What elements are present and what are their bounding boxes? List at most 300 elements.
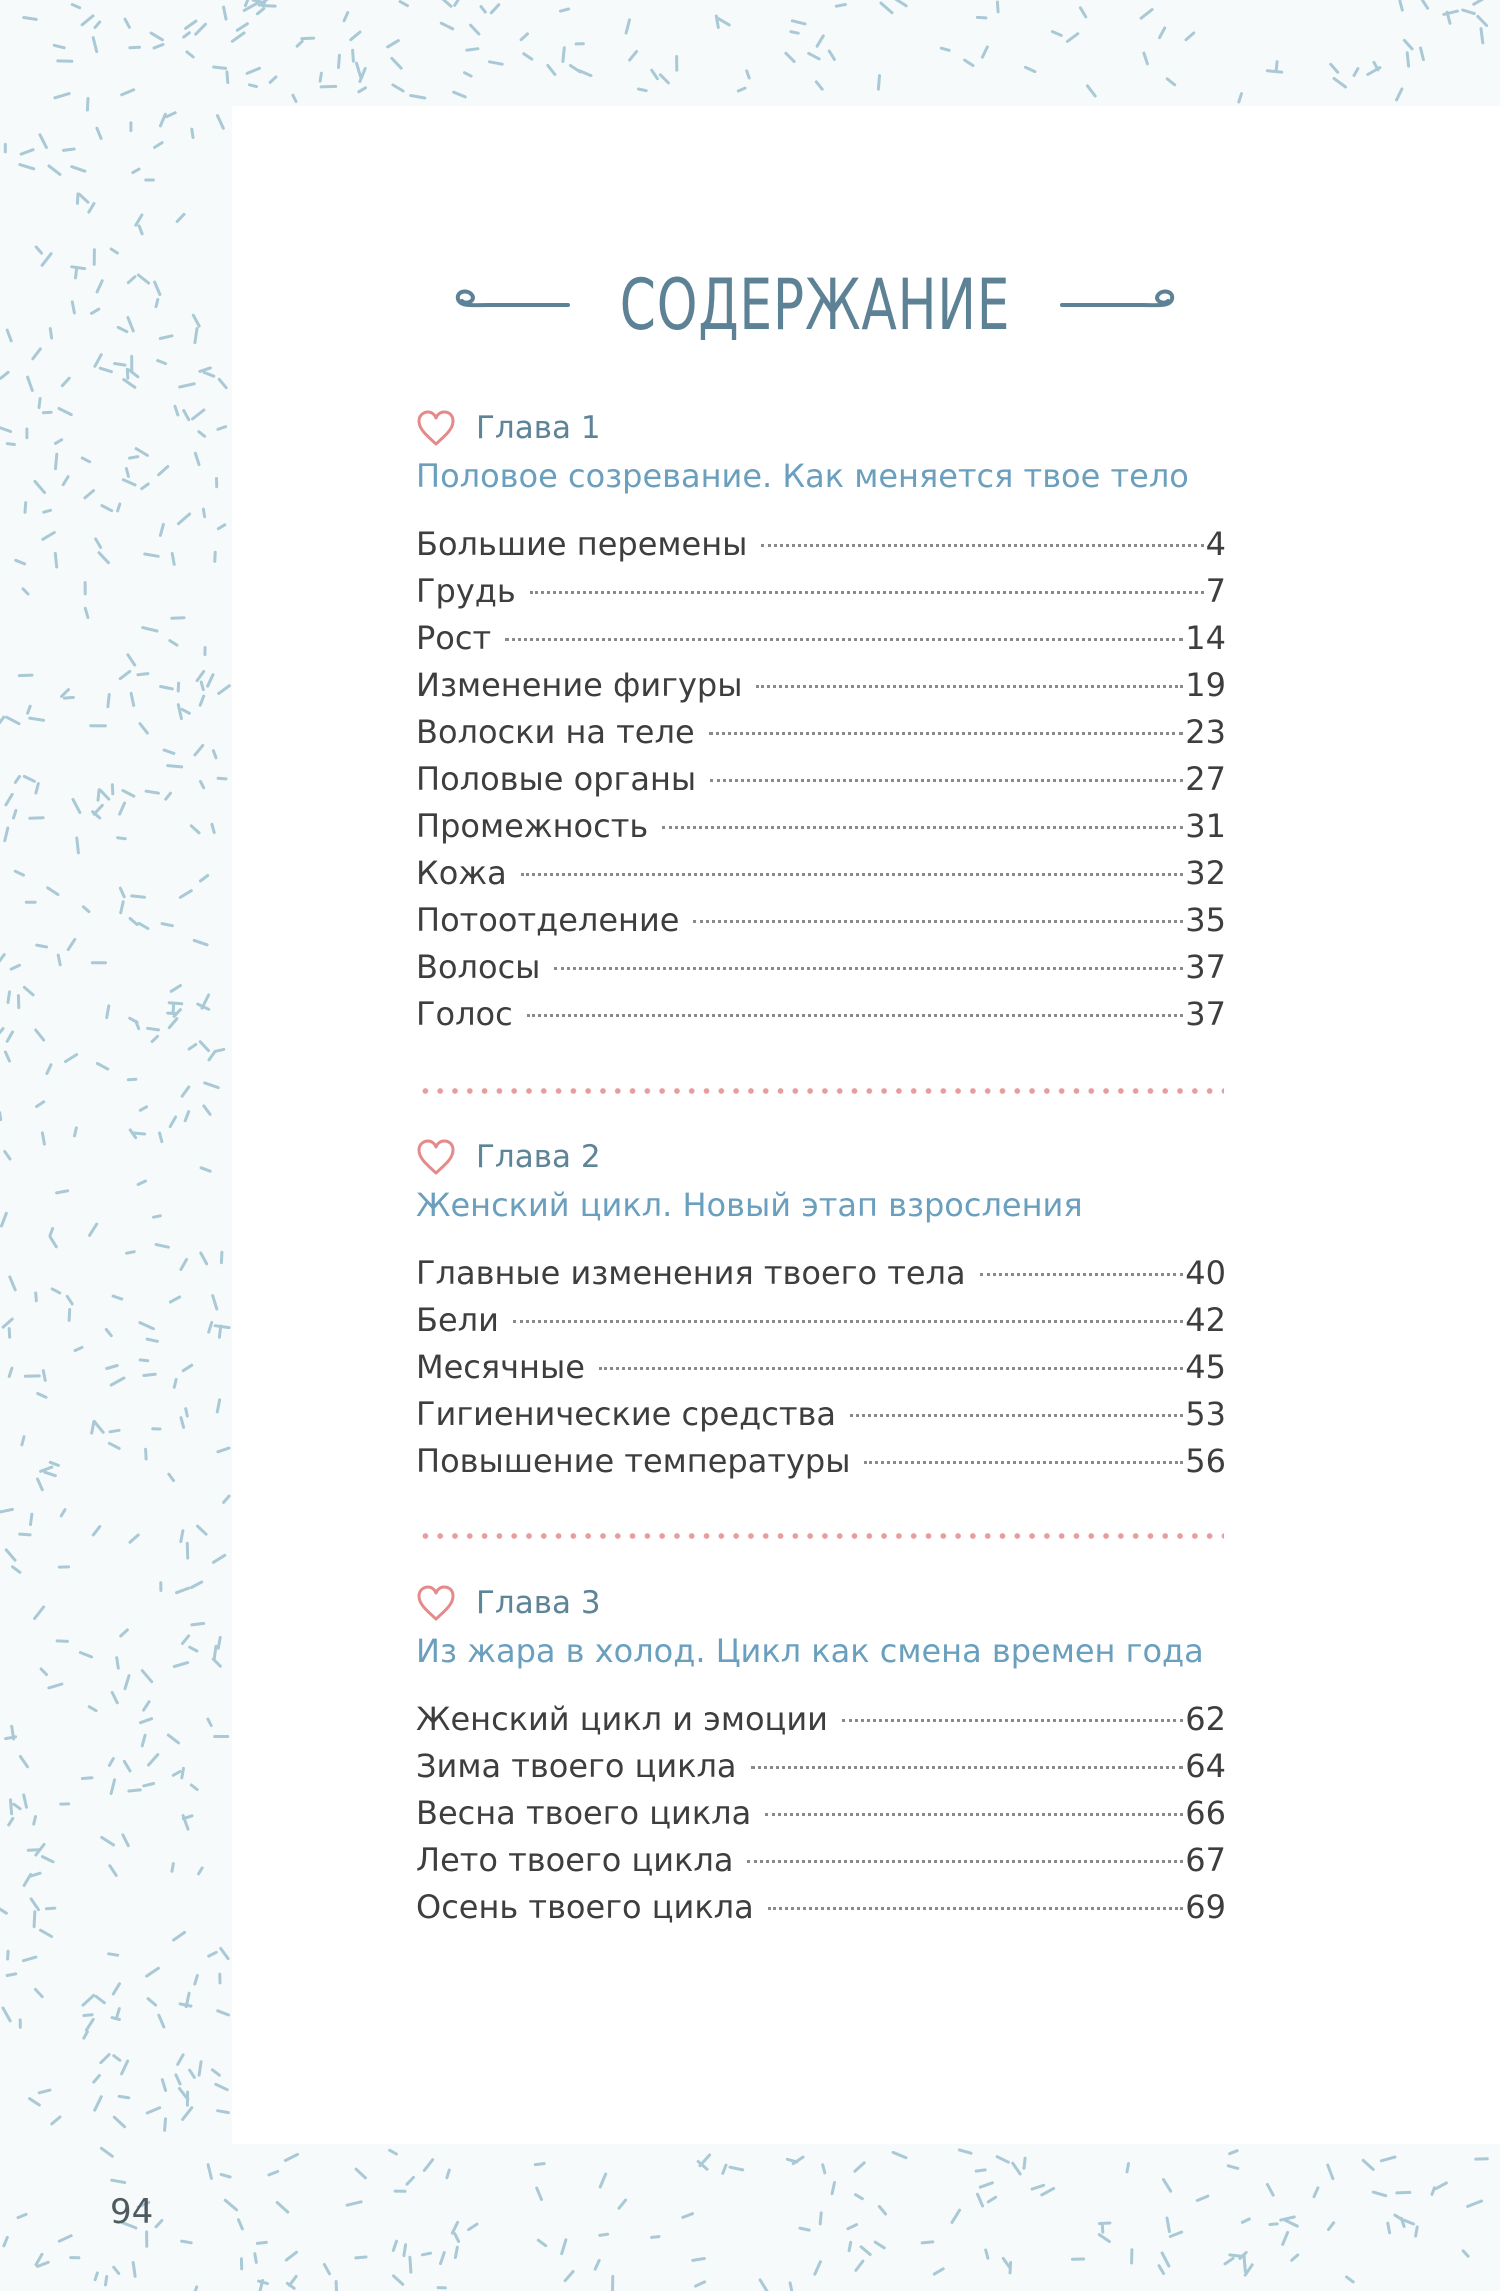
sprinkle-dash bbox=[15, 777, 19, 783]
sprinkle-dash bbox=[195, 745, 203, 755]
sprinkle-dash bbox=[832, 2183, 834, 2194]
sprinkle-dash bbox=[55, 94, 69, 98]
sprinkle-dash bbox=[43, 1371, 45, 1381]
sprinkle-dash bbox=[142, 484, 149, 489]
sprinkle-dash bbox=[285, 2154, 297, 2160]
sprinkle-dash bbox=[730, 2167, 743, 2170]
sprinkle-dash bbox=[20, 1757, 27, 1767]
sprinkle-dash bbox=[23, 589, 28, 594]
sprinkle-dash bbox=[172, 1864, 173, 1872]
sprinkle-dash bbox=[997, 2157, 1008, 2163]
sprinkle-dash bbox=[1422, 0, 1427, 8]
sprinkle-dash bbox=[218, 1637, 220, 1648]
sprinkle-dash bbox=[1474, 0, 1484, 4]
sprinkle-dash bbox=[1281, 2217, 1295, 2220]
sprinkle-dash bbox=[809, 53, 820, 59]
sprinkle-dash bbox=[24, 1795, 27, 1807]
sprinkle-dash bbox=[24, 1875, 31, 1886]
sprinkle-dash bbox=[217, 1049, 224, 1051]
sprinkle-dash bbox=[20, 165, 34, 169]
sprinkle-dash bbox=[218, 2011, 229, 2015]
sprinkle-dash bbox=[723, 2165, 726, 2173]
sprinkle-dash bbox=[144, 1784, 154, 1786]
sprinkle-dash bbox=[125, 19, 129, 27]
sprinkle-dash bbox=[3, 2008, 10, 2021]
sprinkle-dash bbox=[159, 467, 168, 475]
sprinkle-dash bbox=[142, 1735, 145, 1746]
sprinkle-dash bbox=[58, 955, 60, 965]
sprinkle-dash bbox=[178, 705, 181, 719]
sprinkle-dash bbox=[169, 1003, 182, 1004]
sprinkle-dash bbox=[50, 1229, 53, 1236]
sprinkle-dash bbox=[855, 2163, 864, 2171]
sprinkle-dash bbox=[856, 2261, 863, 2270]
sprinkle-dash bbox=[0, 428, 11, 432]
sprinkle-dash bbox=[6, 1737, 16, 1739]
sprinkle-dash bbox=[37, 1102, 44, 1107]
sprinkle-dash bbox=[219, 686, 230, 694]
toc-entry[interactable] bbox=[416, 1747, 1226, 1794]
sprinkle-dash bbox=[199, 432, 205, 437]
toc-entry[interactable] bbox=[416, 1442, 1226, 1489]
sprinkle-dash bbox=[1463, 10, 1475, 14]
sprinkle-dash bbox=[75, 1128, 77, 1136]
sprinkle-dash bbox=[172, 554, 174, 565]
sprinkle-dash bbox=[320, 73, 321, 81]
sprinkle-dash bbox=[111, 1378, 124, 1385]
sprinkle-dash bbox=[454, 92, 466, 97]
sprinkle-dash bbox=[127, 369, 128, 378]
sprinkle-dash bbox=[181, 1418, 184, 1428]
chapter-label: Глава 2 bbox=[476, 1139, 601, 1175]
sprinkle-dash bbox=[142, 1671, 151, 1682]
sprinkle-dash bbox=[214, 1646, 216, 1659]
sprinkle-dash bbox=[849, 2242, 851, 2250]
sprinkle-dash bbox=[1067, 34, 1077, 42]
sprinkle-dash bbox=[124, 1761, 130, 1771]
sprinkle-dash bbox=[197, 671, 204, 680]
sprinkle-dash bbox=[356, 2257, 366, 2258]
sprinkle-dash bbox=[92, 309, 99, 313]
sprinkle-dash bbox=[848, 2225, 857, 2229]
sprinkle-dash bbox=[123, 1835, 128, 1846]
chapter-1 bbox=[416, 405, 1226, 1042]
sprinkle-dash bbox=[155, 282, 160, 295]
sprinkle-dash bbox=[1025, 67, 1035, 71]
toc-entry[interactable] bbox=[416, 1254, 1226, 1301]
toc-entry[interactable] bbox=[416, 713, 1226, 760]
sprinkle-dash bbox=[155, 143, 163, 148]
sprinkle-dash bbox=[183, 1365, 192, 1371]
sprinkle-dash bbox=[1087, 86, 1095, 96]
sprinkle-dash bbox=[221, 1252, 222, 1262]
sprinkle-dash bbox=[321, 86, 336, 87]
toc-entry[interactable] bbox=[416, 1395, 1226, 1442]
sprinkle-dash bbox=[14, 810, 16, 818]
sprinkle-dash bbox=[95, 22, 100, 28]
sprinkle-dash bbox=[28, 377, 33, 390]
entry-page: 53 bbox=[1185, 1395, 1226, 1433]
sprinkle-dash bbox=[76, 268, 77, 278]
sprinkle-dash bbox=[1478, 16, 1487, 25]
sprinkle-dash bbox=[59, 2236, 71, 2242]
toc-entry[interactable] bbox=[416, 1301, 1226, 1348]
sprinkle-dash bbox=[178, 2055, 183, 2065]
sprinkle-dash bbox=[173, 1003, 174, 1013]
sprinkle-dash bbox=[286, 2252, 296, 2260]
sprinkle-dash bbox=[46, 1908, 54, 1909]
sprinkle-dash bbox=[169, 1474, 174, 1480]
sprinkle-dash bbox=[98, 790, 99, 800]
entry-page: 62 bbox=[1185, 1700, 1226, 1738]
sprinkle-dash bbox=[1400, 1, 1402, 10]
sprinkle-dash bbox=[180, 2004, 191, 2006]
sprinkle-dash bbox=[238, 2220, 242, 2229]
toc-entry[interactable] bbox=[416, 901, 1226, 948]
sprinkle-dash bbox=[660, 75, 668, 83]
sprinkle-dash bbox=[250, 85, 257, 87]
sprinkle-dash bbox=[41, 1669, 46, 1675]
sprinkle-dash bbox=[407, 2177, 414, 2184]
sprinkle-dash bbox=[114, 2267, 119, 2273]
sprinkle-dash bbox=[1159, 2266, 1164, 2274]
sprinkle-dash bbox=[816, 82, 822, 89]
toc-entry[interactable] bbox=[416, 854, 1226, 901]
dot-leader bbox=[768, 1907, 1184, 1910]
sprinkle-dash bbox=[201, 1253, 207, 1264]
entry-page: 32 bbox=[1185, 854, 1226, 892]
entry-label: Промежность bbox=[416, 807, 649, 845]
sprinkle-dash bbox=[879, 2207, 885, 2215]
sprinkle-dash bbox=[390, 2150, 397, 2154]
entry-label: Половые органы bbox=[416, 760, 697, 798]
sprinkle-dash bbox=[1080, 8, 1085, 17]
sprinkle-dash bbox=[171, 986, 180, 992]
sprinkle-dash bbox=[224, 7, 226, 19]
sprinkle-dash bbox=[120, 803, 125, 814]
sprinkle-dash bbox=[452, 2222, 457, 2233]
sprinkle-dash bbox=[214, 67, 226, 68]
sprinkle-dash bbox=[760, 2280, 767, 2291]
sprinkle-dash bbox=[0, 955, 4, 962]
sprinkle-dash bbox=[1230, 2151, 1238, 2154]
heart-icon bbox=[416, 409, 456, 447]
sprinkle-dash bbox=[1170, 2232, 1181, 2237]
sprinkle-dash bbox=[172, 618, 184, 619]
sprinkle-dash bbox=[1276, 62, 1277, 71]
sprinkle-dash bbox=[144, 1374, 155, 1375]
sprinkle-dash bbox=[11, 1800, 12, 1814]
sprinkle-dash bbox=[92, 1421, 94, 1433]
sprinkle-dash bbox=[6, 1550, 15, 1560]
sprinkle-dash bbox=[97, 1064, 107, 1070]
sprinkle-dash bbox=[73, 799, 80, 812]
sprinkle-dash bbox=[4, 2237, 7, 2245]
sprinkle-dash bbox=[455, 2234, 459, 2242]
sprinkle-dash bbox=[109, 1759, 113, 1766]
sprinkle-dash bbox=[38, 1394, 46, 1398]
sprinkle-dash bbox=[100, 790, 109, 799]
entry-page: 19 bbox=[1185, 666, 1226, 704]
sprinkle-dash bbox=[1013, 2163, 1021, 2174]
sprinkle-dash bbox=[22, 1437, 24, 1445]
toc-entry[interactable] bbox=[416, 1841, 1226, 1888]
sprinkle-dash bbox=[5, 828, 8, 841]
sprinkle-dash bbox=[146, 1449, 147, 1459]
sprinkle-dash bbox=[471, 25, 479, 34]
sprinkle-dash bbox=[356, 2169, 365, 2178]
sprinkle-dash bbox=[28, 706, 31, 713]
sprinkle-dash bbox=[128, 277, 135, 283]
sprinkle-dash bbox=[1167, 79, 1175, 85]
sprinkle-dash bbox=[147, 1339, 157, 1341]
sprinkle-dash bbox=[184, 33, 190, 37]
sprinkle-dash bbox=[186, 21, 196, 28]
sprinkle-dash bbox=[86, 2019, 93, 2030]
entry-page: 4 bbox=[1205, 525, 1226, 563]
sprinkle-dash bbox=[218, 1448, 229, 1452]
sprinkle-dash bbox=[31, 1873, 40, 1876]
sprinkle-dash bbox=[934, 2269, 943, 2274]
entry-page: 7 bbox=[1205, 572, 1226, 610]
dot-leader bbox=[599, 1367, 1183, 1370]
sprinkle-dash bbox=[151, 33, 162, 40]
chapter-title[interactable]: Половое созревание. Как меняется твое тело bbox=[416, 457, 1189, 495]
sprinkle-dash bbox=[125, 1676, 129, 1689]
sprinkle-dash bbox=[123, 480, 135, 485]
toc-entry[interactable] bbox=[416, 525, 1226, 572]
sprinkle-dash bbox=[106, 2277, 107, 2285]
sprinkle-dash bbox=[561, 9, 569, 11]
sprinkle-dash bbox=[148, 1028, 159, 1030]
sprinkle-dash bbox=[393, 2241, 396, 2250]
entry-label: Бели bbox=[416, 1301, 499, 1339]
dot-leader bbox=[521, 873, 1184, 876]
entry-page: 37 bbox=[1185, 995, 1226, 1033]
dot-leader bbox=[527, 1014, 1184, 1017]
sprinkle-dash bbox=[130, 457, 138, 459]
sprinkle-dash bbox=[1197, 2196, 1208, 2200]
sprinkle-dash bbox=[136, 449, 147, 456]
sprinkle-dash bbox=[182, 2241, 192, 2243]
sprinkle-dash bbox=[257, 9, 263, 14]
sprinkle-dash bbox=[339, 55, 340, 67]
sprinkle-dash bbox=[212, 2070, 219, 2075]
entry-label: Женский цикл и эмоции bbox=[416, 1700, 828, 1738]
toc-entry[interactable] bbox=[416, 995, 1226, 1042]
sprinkle-dash bbox=[184, 411, 189, 420]
sprinkle-dash bbox=[262, 6, 275, 7]
toc-entry[interactable] bbox=[416, 1700, 1226, 1747]
sprinkle-dash bbox=[34, 1817, 36, 1825]
sprinkle-dash bbox=[130, 919, 137, 925]
sprinkle-dash bbox=[176, 2075, 180, 2084]
page-title: СОДЕРЖАНИЕ bbox=[619, 264, 1011, 346]
toc-entry[interactable] bbox=[416, 948, 1226, 995]
sprinkle-dash bbox=[696, 2282, 705, 2286]
sprinkle-dash bbox=[113, 1984, 119, 1994]
sprinkle-dash bbox=[213, 751, 216, 758]
sprinkle-dash bbox=[133, 1133, 144, 1134]
sprinkle-dash bbox=[82, 16, 93, 25]
sprinkle-dash bbox=[28, 1850, 39, 1851]
sprinkle-dash bbox=[50, 329, 51, 339]
sprinkle-dash bbox=[124, 380, 135, 388]
entry-label: Лето твоего цикла bbox=[416, 1841, 734, 1879]
toc-list bbox=[416, 525, 1226, 1042]
sprinkle-dash bbox=[52, 2117, 60, 2124]
sprinkle-dash bbox=[1270, 2224, 1277, 2225]
title-block bbox=[450, 255, 1180, 355]
chapter-separator bbox=[418, 1533, 1224, 1539]
sprinkle-dash bbox=[1421, 48, 1424, 60]
toc-entry[interactable] bbox=[416, 666, 1226, 713]
sprinkle-dash bbox=[183, 2108, 192, 2120]
sprinkle-dash bbox=[99, 553, 108, 563]
sprinkle-dash bbox=[491, 5, 499, 13]
sprinkle-dash bbox=[1397, 89, 1402, 100]
sprinkle-dash bbox=[36, 2254, 42, 2265]
toc-entry[interactable] bbox=[416, 619, 1226, 666]
sprinkle-dash bbox=[394, 2276, 403, 2285]
sprinkle-dash bbox=[64, 697, 73, 698]
sprinkle-dash bbox=[738, 88, 745, 91]
sprinkle-dash bbox=[59, 409, 71, 415]
sprinkle-dash bbox=[469, 2224, 477, 2230]
entry-page: 42 bbox=[1185, 1301, 1226, 1339]
toc-entry[interactable] bbox=[416, 1794, 1226, 1841]
chapter-1-heading bbox=[416, 405, 1226, 451]
sprinkle-dash bbox=[62, 378, 69, 386]
sprinkle-dash bbox=[84, 2032, 88, 2038]
sprinkle-dash bbox=[200, 876, 207, 882]
sprinkle-dash bbox=[215, 1326, 229, 1328]
sprinkle-dash bbox=[115, 364, 125, 366]
sprinkle-dash bbox=[119, 2096, 129, 2097]
sprinkle-dash bbox=[817, 36, 823, 46]
sprinkle-dash bbox=[638, 89, 646, 91]
toc-entry[interactable] bbox=[416, 1888, 1226, 1935]
sprinkle-dash bbox=[87, 99, 88, 111]
sprinkle-dash bbox=[219, 379, 226, 387]
sprinkle-dash bbox=[570, 66, 580, 72]
toc-list bbox=[416, 1254, 1226, 1489]
sprinkle-dash bbox=[1416, 2227, 1418, 2236]
dot-leader bbox=[513, 1320, 1183, 1323]
toc-entry[interactable] bbox=[416, 1348, 1226, 1395]
sprinkle-dash bbox=[693, 2259, 705, 2261]
sprinkle-dash bbox=[1042, 2188, 1054, 2195]
sprinkle-dash bbox=[93, 38, 97, 52]
sprinkle-dash bbox=[97, 128, 101, 138]
sprinkle-dash bbox=[297, 41, 302, 46]
sprinkle-dash bbox=[227, 72, 228, 83]
sprinkle-dash bbox=[140, 724, 147, 733]
sprinkle-dash bbox=[393, 85, 403, 91]
sprinkle-dash bbox=[193, 410, 204, 419]
sprinkle-dash bbox=[68, 939, 75, 949]
sprinkle-dash bbox=[201, 1168, 210, 1171]
entry-page: 69 bbox=[1185, 1888, 1226, 1926]
sprinkle-dash bbox=[174, 1663, 187, 1667]
sprinkle-dash bbox=[162, 924, 172, 926]
toc-entry[interactable] bbox=[416, 807, 1226, 854]
sprinkle-dash bbox=[118, 838, 126, 839]
sprinkle-dash bbox=[180, 891, 191, 898]
sprinkle-dash bbox=[630, 52, 637, 61]
sprinkle-dash bbox=[441, 23, 452, 29]
sprinkle-dash bbox=[200, 696, 204, 705]
sprinkle-dash bbox=[1328, 2165, 1333, 2179]
toc-entry[interactable] bbox=[416, 572, 1226, 619]
sprinkle-dash bbox=[95, 2097, 102, 2111]
sprinkle-dash bbox=[13, 1567, 20, 1573]
sprinkle-dash bbox=[1347, 2277, 1354, 2282]
sprinkle-dash bbox=[861, 2247, 870, 2255]
sprinkle-dash bbox=[1468, 2201, 1482, 2206]
sprinkle-dash bbox=[95, 355, 101, 367]
sprinkle-dash bbox=[237, 24, 247, 31]
toc-entry[interactable] bbox=[416, 760, 1226, 807]
chapter-title[interactable]: Женский цикл. Новый этап взросления bbox=[416, 1186, 1083, 1224]
sprinkle-dash bbox=[38, 1479, 43, 1490]
sprinkle-dash bbox=[97, 281, 102, 292]
sprinkle-dash bbox=[102, 506, 112, 511]
sprinkle-dash bbox=[941, 48, 949, 50]
entry-label: Изменение фигуры bbox=[416, 666, 743, 704]
sprinkle-dash bbox=[111, 249, 117, 253]
sprinkle-dash bbox=[35, 1607, 44, 1619]
sprinkle-dash bbox=[84, 2015, 92, 2016]
entry-label: Гигиенические средства bbox=[416, 1395, 836, 1433]
sprinkle-dash bbox=[146, 791, 158, 793]
sprinkle-dash bbox=[0, 1509, 12, 1512]
sprinkle-dash bbox=[357, 63, 361, 77]
sprinkle-dash bbox=[1331, 64, 1338, 72]
sprinkle-dash bbox=[47, 1065, 51, 1074]
sprinkle-dash bbox=[149, 1755, 158, 1765]
sprinkle-dash bbox=[204, 1106, 210, 1115]
sprinkle-dash bbox=[213, 1555, 224, 1562]
sprinkle-dash bbox=[467, 49, 478, 51]
sprinkle-dash bbox=[8, 992, 10, 1003]
entry-label: Голос bbox=[416, 995, 513, 1033]
chapter-label: Глава 1 bbox=[476, 410, 601, 446]
sprinkle-dash bbox=[67, 1296, 72, 1304]
sprinkle-dash bbox=[41, 1467, 52, 1471]
sprinkle-dash bbox=[790, 2283, 793, 2291]
sprinkle-dash bbox=[159, 2015, 164, 2027]
entry-page: 37 bbox=[1185, 948, 1226, 986]
sprinkle-dash bbox=[347, 2202, 361, 2205]
sprinkle-dash bbox=[166, 793, 171, 799]
sprinkle-dash bbox=[9, 1368, 12, 1376]
chapter-2-heading bbox=[416, 1134, 1226, 1180]
sprinkle-dash bbox=[43, 412, 51, 413]
sprinkle-dash bbox=[110, 1866, 116, 1876]
sprinkle-dash bbox=[130, 1535, 138, 1542]
sprinkle-dash bbox=[791, 32, 798, 34]
sprinkle-dash bbox=[490, 62, 503, 64]
entry-page: 66 bbox=[1185, 1794, 1226, 1832]
sprinkle-dash bbox=[21, 150, 33, 154]
sprinkle-dash bbox=[110, 1430, 119, 1432]
sprinkle-dash bbox=[1267, 71, 1281, 72]
chapter-title[interactable]: Из жара в холод. Цикл как смена времен года bbox=[416, 1632, 1204, 1670]
sprinkle-dash bbox=[117, 1658, 119, 1669]
sprinkle-dash bbox=[192, 1582, 202, 1588]
sprinkle-dash bbox=[7, 444, 14, 445]
